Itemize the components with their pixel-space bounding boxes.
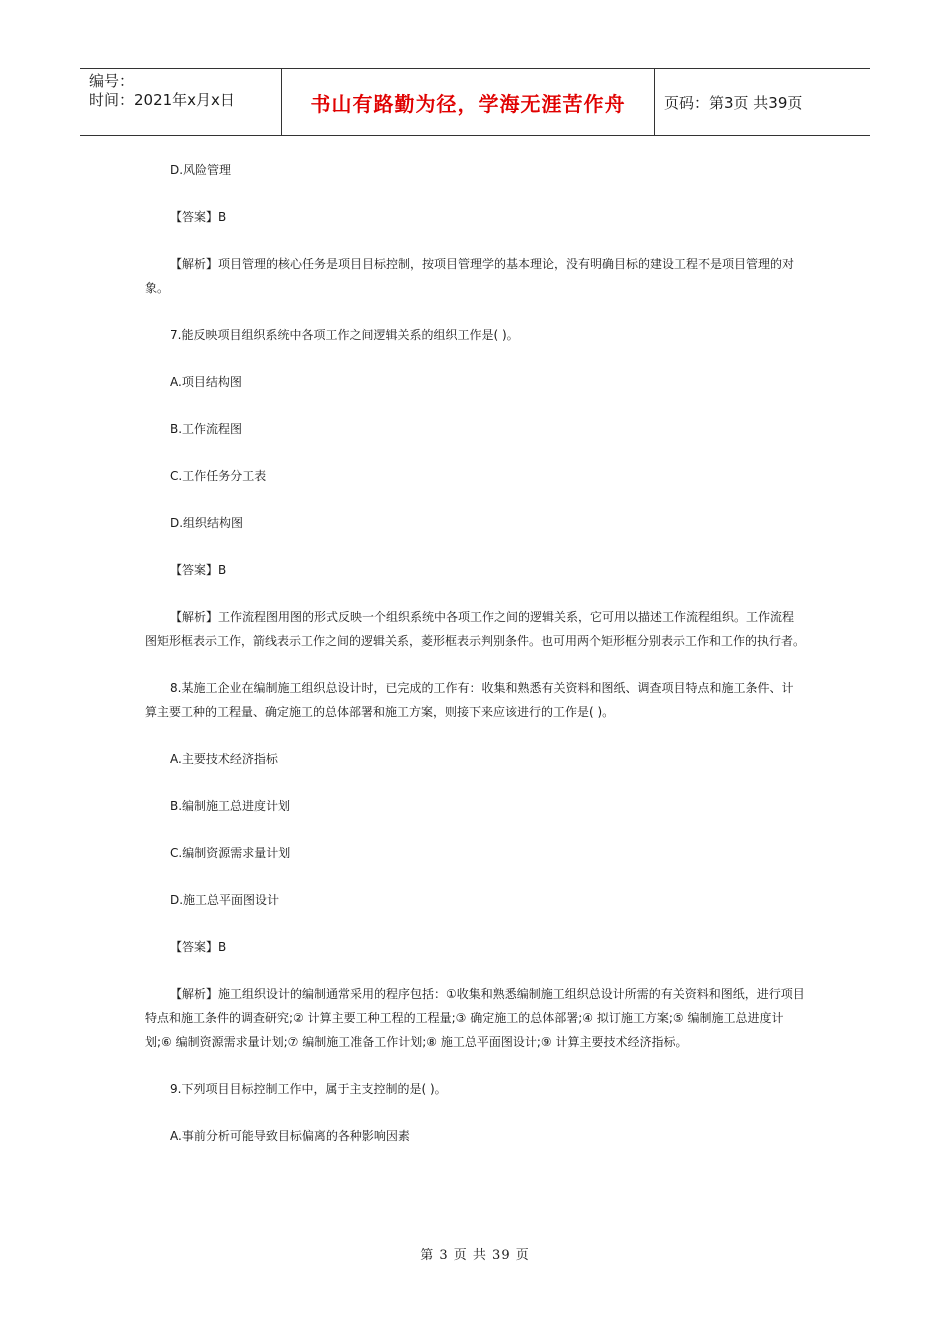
content-paragraph: A.主要技术经济指标 — [170, 752, 278, 766]
content-paragraph: 9.下列项目目标控制工作中，属于主支控制的是( )。 — [170, 1082, 447, 1096]
content-paragraph: A.事前分析可能导致目标偏离的各种影响因素 — [170, 1129, 410, 1143]
date-label: 时间：2021年x月x日 — [89, 91, 235, 109]
content-paragraph: B.编制施工总进度计划 — [170, 799, 291, 813]
header-motto: 书山有路勤为径，学海无涯苦作舟 — [310, 91, 626, 116]
content-paragraph: 【答案】B — [170, 563, 227, 577]
content-paragraph: 【答案】B — [170, 210, 227, 224]
header-page-info: 页码：第3页 共39页 — [664, 93, 803, 112]
content-paragraph: D.组织结构图 — [170, 516, 244, 530]
content-paragraph: C.编制资源需求量计划 — [170, 846, 291, 860]
content-paragraph: D.风险管理 — [170, 163, 232, 177]
content-paragraph: B.工作流程图 — [170, 422, 243, 436]
number-label: 编号： — [89, 72, 135, 90]
content-paragraph: 8.某施工企业在编制施工组织总设计时，已完成的工作有：收集和熟悉有关资料和图纸、调查项目特点和施工条件、计算主要工种的工程量、确定施工的总体部署和施工方案，则接下来应该进行的工作是( )。 — [145, 681, 794, 719]
content-paragraph: 7.能反映项目组织系统中各项工作之间逻辑关系的组织工作是( )。 — [170, 328, 519, 342]
header-divider — [654, 69, 655, 135]
content-paragraph: 【解析】项目管理的核心任务是项目目标控制，按项目管理学的基本理论，没有明确目标的建设工程不是项目管理的对象。 — [145, 257, 795, 295]
document-body — [145, 158, 805, 1171]
content-paragraph: 【解析】施工组织设计的编制通常采用的程序包括：①收集和熟悉编制施工组织总设计所需的有关资料和图纸，进行项目特点和施工条件的调查研究;② 计算主要工种工程的工程量;③ 确定施工的总体部署;④ 拟订施工方案;⑤ 编制施工总进度计划;⑥ 编制资源需求量计划;⑦ 编制施工准备工作计划;⑧ 施工总平面图设计;⑨ 计算主要技术经济指标。 — [145, 987, 805, 1049]
content-paragraph: D.施工总平面图设计 — [170, 893, 280, 907]
content-paragraph: 【解析】工作流程图用图的形式反映一个组织系统中各项工作之间的逻辑关系，它可用以描述工作流程组织。工作流程图矩形框表示工作，箭线表示工作之间的逻辑关系，菱形框表示判别条件。也可用两个矩形框分别表示工作和工作的执行者。 — [145, 610, 806, 648]
page-header — [80, 68, 870, 136]
content-paragraph: C.工作任务分工表 — [170, 469, 267, 483]
content-paragraph: 【答案】B — [170, 940, 227, 954]
content-paragraph: A.项目结构图 — [170, 375, 242, 389]
header-meta — [89, 72, 235, 110]
page-footer: 第 3 页 共 39 页 — [420, 1248, 530, 1263]
